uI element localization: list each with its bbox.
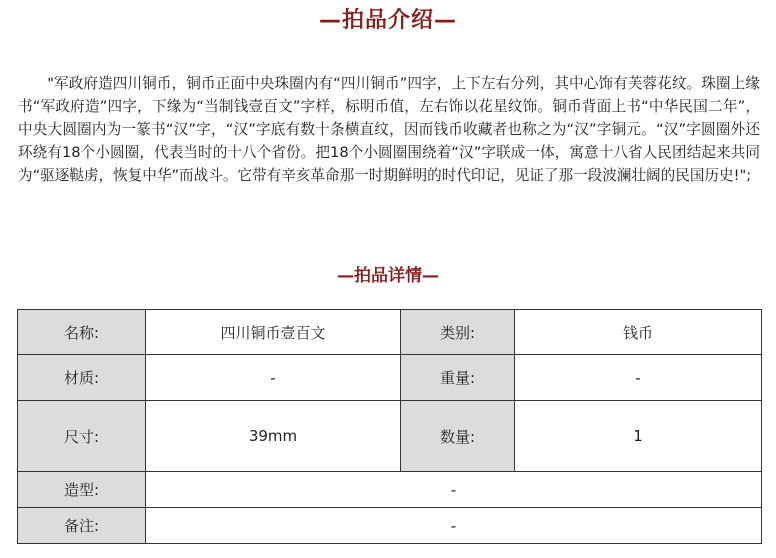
table-row bbox=[18, 508, 762, 544]
remarks-label: 备注: bbox=[18, 508, 146, 544]
name-label: 名称: bbox=[18, 310, 146, 355]
size-value: 39mm bbox=[146, 401, 401, 472]
quantity-value: 1 bbox=[515, 401, 762, 472]
material-value: - bbox=[146, 355, 401, 401]
weight-label: 重量: bbox=[401, 355, 515, 401]
table-row bbox=[18, 472, 762, 508]
table-row bbox=[18, 355, 762, 401]
quantity-label: 数量: bbox=[401, 401, 515, 472]
shape-value: - bbox=[146, 472, 762, 508]
remarks-value: - bbox=[146, 508, 762, 544]
intro-section-title: —拍品介绍— bbox=[318, 8, 457, 33]
weight-value: - bbox=[515, 355, 762, 401]
details-section-title: —拍品详情— bbox=[337, 266, 439, 286]
material-label: 材质: bbox=[18, 355, 146, 401]
category-label: 类别: bbox=[401, 310, 515, 355]
name-value: 四川铜币壹百文 bbox=[146, 310, 401, 355]
category-value: 钱币 bbox=[515, 310, 762, 355]
size-label: 尺寸: bbox=[18, 401, 146, 472]
intro-description: "军政府造四川铜币，铜币正面中央珠圈内有“四川铜币”四字，上下左右分列，其中心饰有芙蓉花纹。珠圈上缘书“军政府造”四字，下缘为“当制钱壹百文”字样，标明币值，左右饰以花星纹饰。铜币背面上书“中华民国二年”，中央大圆圈内为一篆书“汉”字，“汉”字底有数十条横直纹，因而钱币收藏者也称之为“汉”字铜元。“汉”字圆圈外还环绕有18个小圆圈，代表当时的十八个省份。把18个小圆圈围绕着“汉”字联成一体，寓意十八省人民团结起来共同为“驱逐鞑虏，恢复中华”而战斗。它带有辛亥革命那一时期鲜明的时代印记，见证了那一段波澜壮阔的民国历史!"; bbox=[18, 75, 760, 184]
details-table bbox=[17, 309, 762, 544]
table-row bbox=[18, 310, 762, 355]
table-row bbox=[18, 401, 762, 472]
shape-label: 造型: bbox=[18, 472, 146, 508]
